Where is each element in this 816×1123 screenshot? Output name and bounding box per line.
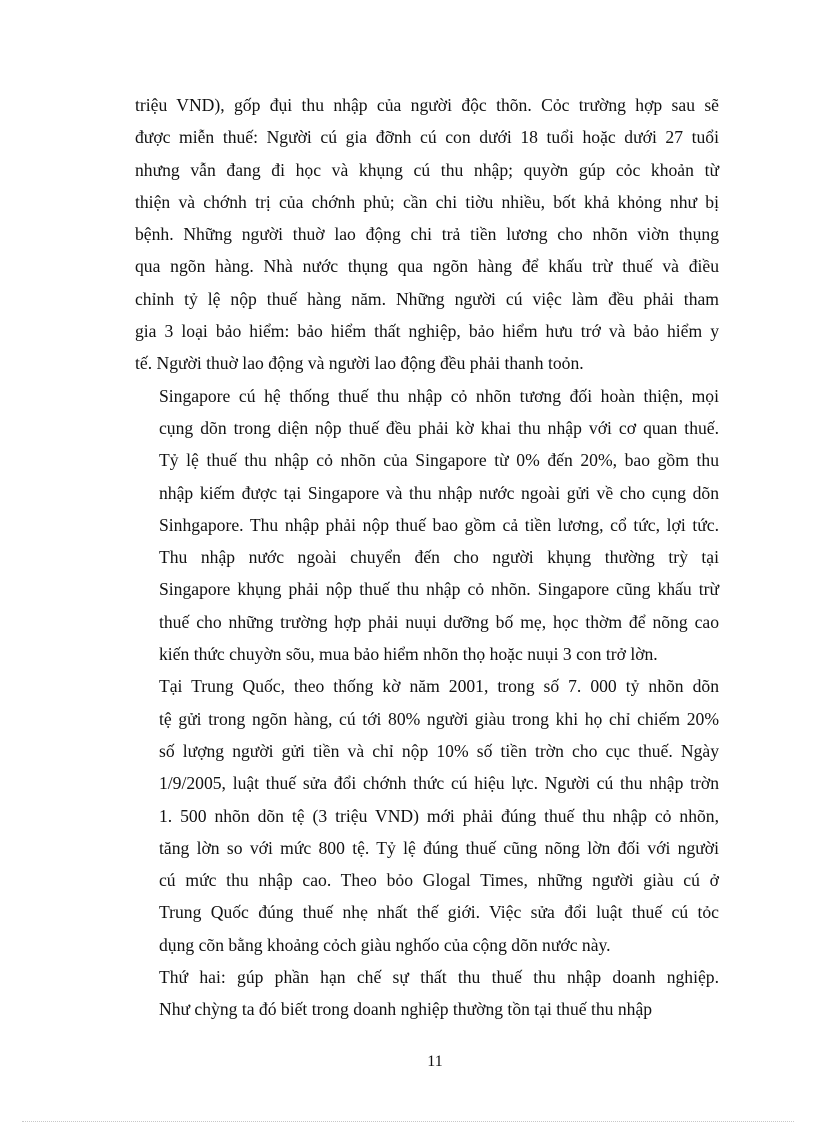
text-line: được miễn thuế: Người cú gia đỡnh cú con dưới 18 tuổi hoặc dưới 27 tuổi [135, 127, 719, 148]
paragraph-4 [135, 961, 719, 1026]
paragraph-1 [135, 89, 719, 380]
text-line: tăng lờn so với mức 800 tệ. Tỷ lệ đúng thuế cũng nõng lờn đối với người [159, 837, 719, 858]
text-line: triệu VND), gốp đụi thu nhập của người độc thõn. Cỏc trường hợp sau sẽ [135, 95, 719, 115]
text-line: nhưng vẫn đang đi học và khụng cú thu nhập; quyờn gúp cỏc khoản từ [135, 159, 719, 180]
page-number: 11 [427, 1053, 443, 1070]
text-line: Thu nhập nước ngoài chuyển đến cho người khụng thường trỳ tại [159, 547, 719, 568]
text-line: gia 3 loại bảo hiểm: bảo hiểm thất nghiệp, bảo hiểm hưu trớ và bảo hiểm y [135, 321, 719, 342]
text-line: tế. Người thuờ lao động và người lao động đều phải thanh toỏn. [135, 353, 584, 374]
text-line: dụng cõn bằng khoảng cỏch giàu nghốo của cộng dõn nước này. [159, 934, 611, 955]
paragraph-3 [135, 670, 719, 961]
text-line: 1. 500 nhõn dõn tệ (3 triệu VND) mới phải đúng thuế thu nhập cỏ nhõn, [159, 805, 719, 826]
text-line: Tỷ lệ thuế thu nhập cỏ nhõn của Singapore từ 0% đến 20%, bao gồm thu [159, 450, 719, 471]
text-line: cú mức thu nhập cao. Theo bỏo Glogal Times, những người giàu cú ở [159, 870, 719, 891]
text-line: chỉnh tỷ lệ nộp thuế hàng năm. Những người cú việc làm đều phải tham [135, 288, 719, 309]
text-line: Thứ hai: gúp phần hạn chế sự thất thu thuế thu nhập doanh nghiệp. [159, 967, 719, 988]
page-edge-divider [22, 1121, 794, 1122]
text-line: Tại Trung Quốc, theo thống kờ năm 2001, trong số 7. 000 tỷ nhõn dõn [159, 676, 719, 697]
text-line: Như chỳng ta đó biết trong doanh nghiệp thường tồn tại thuế thu nhập [159, 999, 653, 1020]
text-line: Singapore khụng phải nộp thuế thu nhập cỏ nhõn. Singapore cũng khấu trừ [159, 579, 719, 600]
text-line: qua ngõn hàng. Nhà nước thụng qua ngõn hàng để khấu trừ thuế và điều [135, 256, 719, 277]
text-line: thiện và chớnh trị của chớnh phủ; cần chi tiờu nhiều, bốt khả khỏng như bị [135, 191, 719, 212]
text-line: cụng dõn trong diện nộp thuế đều phải kờ khai thu nhập với cơ quan thuế. [159, 417, 719, 438]
paragraph-2 [135, 380, 719, 671]
text-line: kiến thức chuyờn sõu, mua bảo hiểm nhõn thọ hoặc nuụi 3 con trở lờn. [159, 644, 658, 665]
text-line: nhập kiếm được tại Singapore và thu nhập nước ngoài gửi về cho cụng dõn [159, 482, 719, 503]
text-line: Trung Quốc đúng thuế nhẹ nhất thế giới. Việc sửa đổi luật thuế cú tỏc [159, 902, 719, 923]
text-line: thuế cho những trường hợp phải nuụi dưỡng bố mẹ, học thờm để nõng cao [159, 611, 719, 632]
body-text [135, 89, 719, 1026]
text-line: tệ gửi trong ngõn hàng, cú tới 80% người giàu trong khi họ chỉ chiếm 20% [159, 708, 719, 729]
text-line: số lượng người gửi tiền và chỉ nộp 10% số tiền trờn cho cục thuế. Ngày [159, 740, 719, 761]
text-line: 1/9/2005, luật thuế sửa đổi chớnh thức cú hiệu lực. Người cú thu nhập trờn [159, 773, 719, 794]
text-line: Sinhgapore. Thu nhập phải nộp thuế bao gồm cả tiền lương, cổ tức, lợi tức. [159, 514, 719, 535]
text-line: Singapore cú hệ thống thuế thu nhập cỏ nhõn tương đối hoàn thiện, mọi [159, 385, 719, 406]
text-line: bệnh. Những người thuờ lao động chi trả tiền lương cho nhõn viờn thụng [135, 224, 719, 245]
